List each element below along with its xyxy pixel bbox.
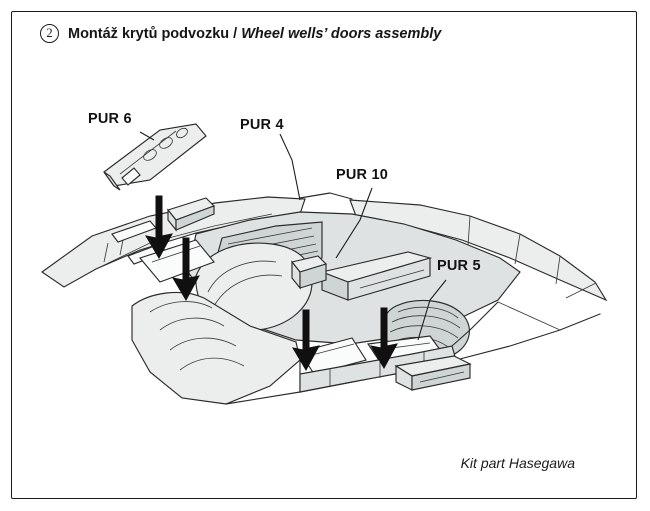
part-pur6 xyxy=(104,124,206,190)
label-pur4: PUR 4 xyxy=(240,117,284,133)
label-pur6: PUR 6 xyxy=(88,111,132,127)
kit-credit: Kit part Hasegawa xyxy=(460,455,575,471)
title-separator: / xyxy=(229,25,242,42)
title-english: Wheel wells’ doors assembly xyxy=(241,25,442,42)
label-pur10: PUR 10 xyxy=(336,167,388,183)
step-number-badge: 2 xyxy=(40,24,59,43)
leader-pur4 xyxy=(280,134,300,200)
label-pur5: PUR 5 xyxy=(437,258,481,274)
title-czech: Montáž krytů podvozku xyxy=(68,25,230,42)
